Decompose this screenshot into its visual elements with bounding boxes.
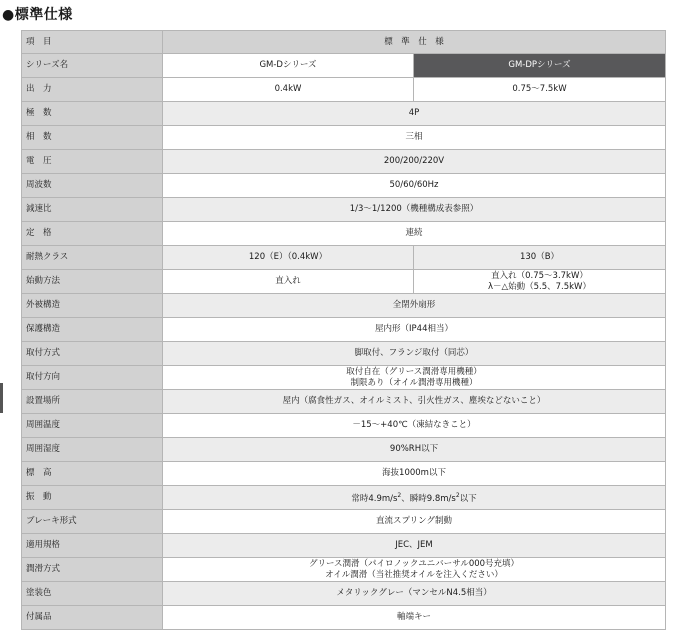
header-item-cell: 項 目	[22, 31, 163, 54]
vibration-value	[163, 486, 666, 510]
table-row	[22, 438, 666, 462]
vibration-sup2: 2	[455, 492, 460, 500]
accessory-value: 軸端キー	[163, 606, 666, 630]
output-d-cell: 0.4kW	[163, 78, 414, 102]
standard-value: JEC、JEM	[163, 534, 666, 558]
table-row	[22, 534, 666, 558]
direction-value	[163, 366, 666, 390]
row-label-rating: 定 格	[22, 222, 163, 246]
table-row	[22, 606, 666, 630]
vibration-sup1: 2	[397, 492, 402, 500]
phase-value: 三相	[163, 126, 666, 150]
edge-marker	[0, 383, 3, 413]
table-row	[22, 342, 666, 366]
row-label-voltage: 電 圧	[22, 150, 163, 174]
lubrication-value	[163, 558, 666, 582]
table-row	[22, 150, 666, 174]
table-header-row	[22, 31, 666, 54]
starting-dp-line1: 直入れ（0.75～3.7kW）	[491, 270, 588, 281]
humidity-value: 90%RH以下	[163, 438, 666, 462]
row-label-vibration: 振 動	[22, 486, 163, 510]
table-row	[22, 246, 666, 270]
altitude-value: 海抜1000m以下	[163, 462, 666, 486]
vibration-part3: 以下	[459, 493, 477, 504]
table-row	[22, 582, 666, 606]
row-label-altitude: 標 高	[22, 462, 163, 486]
lubrication-line2: オイル潤滑（当社推奨オイルを注入ください）	[325, 569, 503, 580]
brake-value: 直流スプリング制動	[163, 510, 666, 534]
table-row	[22, 126, 666, 150]
table-row	[22, 102, 666, 126]
starting-dp-line2: λ－△始動（5.5、7.5kW）	[488, 281, 591, 292]
table-row	[22, 414, 666, 438]
table-row	[22, 78, 666, 102]
row-label-phase: 相 数	[22, 126, 163, 150]
lubrication-line1: グリース潤滑（パイロノックユニバーサル000号充填）	[308, 558, 520, 569]
spec-table	[21, 30, 666, 630]
row-label-standard: 適用規格	[22, 534, 163, 558]
vibration-part1: 常時4.9m/s	[351, 493, 398, 504]
table-row	[22, 198, 666, 222]
table-row	[22, 270, 666, 294]
table-row	[22, 318, 666, 342]
table-row	[22, 366, 666, 390]
ratio-value: 1/3～1/1200（機種構成表参照）	[163, 198, 666, 222]
mounting-value: 脚取付、フランジ取付（同芯）	[163, 342, 666, 366]
temperature-value: －15～+40℃（凍結なきこと）	[163, 414, 666, 438]
table-row	[22, 486, 666, 510]
row-label-lubrication: 潤滑方式	[22, 558, 163, 582]
table-row	[22, 390, 666, 414]
table-row	[22, 222, 666, 246]
output-dp-cell: 0.75～7.5kW	[414, 78, 666, 102]
table-row	[22, 54, 666, 78]
frequency-value: 50/60/60Hz	[163, 174, 666, 198]
page-title: ●標準仕様	[2, 7, 73, 23]
row-label-humidity: 周囲湿度	[22, 438, 163, 462]
table-row	[22, 462, 666, 486]
rating-value: 連続	[163, 222, 666, 246]
vibration-part2: 、瞬時9.8m/s	[401, 493, 456, 504]
row-label-frequency: 周波数	[22, 174, 163, 198]
direction-line1: 取付自在（グリース潤滑専用機種）	[346, 366, 482, 377]
starting-dp-cell	[414, 270, 666, 294]
row-label-series: シリーズ名	[22, 54, 163, 78]
poles-value: 4P	[163, 102, 666, 126]
voltage-value: 200/200/220V	[163, 150, 666, 174]
row-label-direction: 取付方向	[22, 366, 163, 390]
paint-value: メタリックグレー（マンセルN4.5相当）	[163, 582, 666, 606]
row-label-enclosure: 外被構造	[22, 294, 163, 318]
header-spec-cell: 標 準 仕 様	[163, 31, 666, 54]
row-label-location: 設置場所	[22, 390, 163, 414]
row-label-brake: ブレーキ形式	[22, 510, 163, 534]
series-dp-cell: GM-DPシリーズ	[414, 54, 666, 78]
protection-value: 屋内形（IP44相当）	[163, 318, 666, 342]
series-d-cell: GM-Dシリーズ	[163, 54, 414, 78]
enclosure-value: 全閉外扇形	[163, 294, 666, 318]
table-row	[22, 510, 666, 534]
row-label-starting: 始動方法	[22, 270, 163, 294]
insulation-d-cell: 120（E）（0.4kW）	[163, 246, 414, 270]
row-label-output: 出 力	[22, 78, 163, 102]
starting-d-cell: 直入れ	[163, 270, 414, 294]
location-value: 屋内（腐食性ガス、オイルミスト、引火性ガス、塵埃などないこと）	[163, 390, 666, 414]
table-row	[22, 294, 666, 318]
row-label-poles: 極 数	[22, 102, 163, 126]
row-label-accessory: 付属品	[22, 606, 163, 630]
table-row	[22, 174, 666, 198]
row-label-temperature: 周囲温度	[22, 414, 163, 438]
direction-line2: 制限あり（オイル潤滑専用機種）	[350, 377, 478, 388]
insulation-dp-cell: 130（B）	[414, 246, 666, 270]
row-label-mounting: 取付方式	[22, 342, 163, 366]
table-row	[22, 558, 666, 582]
row-label-ratio: 減速比	[22, 198, 163, 222]
row-label-paint: 塗装色	[22, 582, 163, 606]
row-label-insulation: 耐熱クラス	[22, 246, 163, 270]
row-label-protection: 保護構造	[22, 318, 163, 342]
